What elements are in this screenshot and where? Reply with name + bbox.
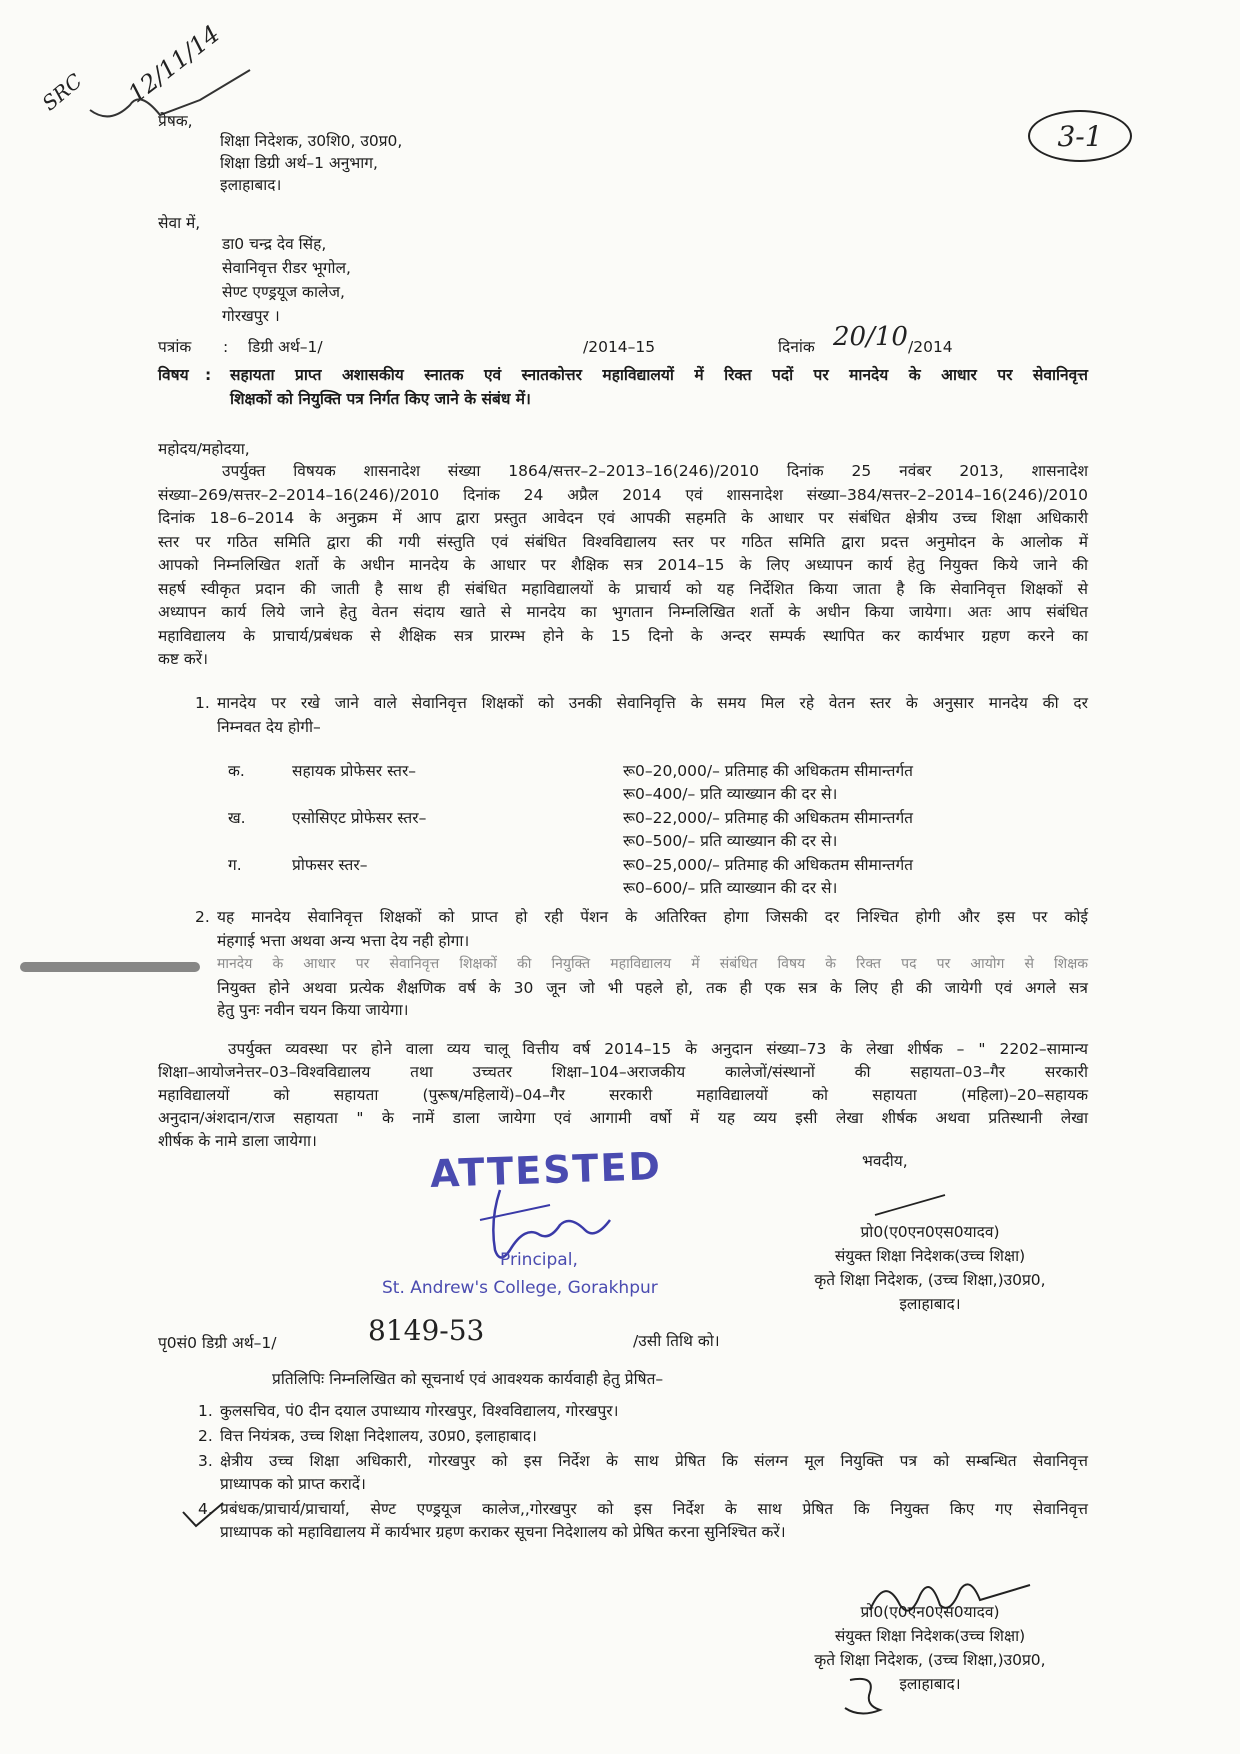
subject-line-2: शिक्षकों को नियुक्ति पत्र निर्गत किए जाने के संबंध में।	[230, 390, 531, 408]
endorsement-row	[158, 1314, 1058, 1356]
salutation: महोदय/महोदया,	[158, 440, 250, 458]
condition-line: निम्नवत देय होगी–	[217, 718, 321, 736]
subject-colon: :	[205, 366, 212, 384]
body-line: कष्ट करें।	[158, 650, 209, 668]
expense-line: अनुदान/अंशदान/राज सहायता " के नामें डाला जायेगा एवं आगामी वर्षो में यह व्यय इसी लेखा शीर्षक अथवा प्रतिस्थानी लेखा	[158, 1109, 1088, 1127]
recipient-line: सेण्ट एण्ड्रयूज कालेज,	[222, 283, 345, 301]
body-line: अध्यापन कार्य लिये जाने हेतु वेतन संदाय खाते से मानदेय का भुगतान निम्नलिखित शर्तो के अधीन किया जायेगा। अतः आप संबंधित	[158, 603, 1088, 621]
expense-line: शिक्षा–आयोजनेत्तर–03–विश्वविद्यालय तथा उच्चतर शिक्षा–104–अराजकीय कालेजों/संस्थानों की सहायता–03–गैर सरकारी	[158, 1063, 1088, 1081]
copy-item-text: प्रबंधक/प्राचार्य/प्राचार्या, सेण्ट एण्ड्रयूज कालेज,,गोरखपुर को इस निर्देश के साथ प्रेषित कि नियुक्त किए गए सेवानिवृत्त	[220, 1500, 1088, 1518]
rate-monthly: रू0–22,000/– प्रतिमाह की अधिकतम सीमान्तर्गत	[623, 809, 914, 827]
sender-line: शिक्षा निदेशक, उ0शि0, उ0प्र0,	[220, 132, 403, 150]
sender-label: प्रेषक,	[158, 112, 193, 130]
rate-level: एसोसिएट प्रोफेसर स्तर–	[292, 809, 427, 827]
signatory-city: इलाहाबाद।	[899, 1675, 961, 1693]
signatory-for: कृते शिक्षा निदेशक, (उच्च शिक्षा,)उ0प्र0,	[814, 1271, 1046, 1289]
reference-label: पत्रांक	[158, 338, 192, 356]
rate-letter: ख.	[228, 809, 246, 827]
signatory-name: प्रो0(ए0एन0एस0यादव)	[860, 1603, 1000, 1621]
recipient-line: गोरखपुर ।	[222, 307, 280, 325]
condition-3	[217, 953, 1088, 1021]
sender-block	[220, 130, 402, 196]
subject-line-1: सहायता प्राप्त अशासकीय स्नातक एवं स्नातकोत्तर महाविद्यालयों में रिक्त पदों पर मानदेय के आधार पर सेवानिवृत्त	[230, 366, 1088, 384]
signatory-designation: संयुक्त शिक्षा निदेशक(उच्च शिक्षा)	[834, 1627, 1026, 1645]
circled-number-text: 3-1	[1057, 119, 1103, 153]
copy-item-number: 3.	[198, 1452, 213, 1470]
expense-line: महाविद्यालयों को सहायता (पुरूष/महिलायें)–04–गैर सरकारी महाविद्यालयों को सहायता (महिला)–20–सहायक	[158, 1086, 1088, 1104]
subject-label: विषय	[158, 366, 189, 384]
closing: भवदीय,	[862, 1152, 908, 1170]
copy-item-text: कुलसचिव, पं0 दीन दयाल उपाध्याय गोरखपुर, विश्वविद्यालय, गोरखपुर।	[220, 1402, 619, 1420]
expense-line: उपर्युक्त व्यवस्था पर होने वाला व्यय चालू वित्तीय वर्ष 2014–15 के अनुदान संख्या–73 के लेखा शीर्षक – " 2202–सामान्य	[228, 1040, 1088, 1058]
reference-number: डिग्री अर्थ–1/	[248, 338, 323, 356]
condition-line: यह मानदेय सेवानिवृत्त शिक्षकों को प्राप्त हो रही पेंशन के अतिरिक्त होगा जिसकी दर निश्चित होगी और इस पर कोई	[217, 908, 1088, 926]
rate-monthly: रू0–20,000/– प्रतिमाह की अधिकतम सीमान्तर्गत	[623, 762, 914, 780]
signatory-for: कृते शिक्षा निदेशक, (उच्च शिक्षा,)उ0प्र0,	[814, 1651, 1046, 1669]
recipient-line: सेवानिवृत्त रीडर भूगोल,	[222, 259, 351, 277]
condition-line: नियुक्त होने अथवा प्रत्येक शैक्षणिक वर्ष के 30 जून जो भी पहले हो, तक ही एक सत्र के लिए ही की जायेगी एवं अगले सत्र	[217, 979, 1088, 997]
signature-1	[870, 1190, 950, 1220]
reference-colon: :	[223, 338, 229, 356]
signatory-name: प्रो0(ए0एन0एस0यादव)	[860, 1223, 1000, 1241]
rate-monthly: रू0–25,000/– प्रतिमाह की अधिकतम सीमान्तर्गत	[623, 856, 914, 874]
stamp-college: St. Andrew's College, Gorakhpur	[382, 1278, 658, 1298]
copy-item-text: प्राध्यापक को प्राप्त करादें।	[220, 1475, 366, 1493]
copy-item-number: 4.	[198, 1500, 213, 1518]
received-date-note: 12/11/14	[122, 19, 225, 109]
copy-item	[198, 1425, 1088, 1448]
body-line: स्तर पर गठित समिति द्वारा की गयी संस्तुति एवं संबंधित विश्वविद्यालय स्तर पर गठित समिति द्वारा प्रदत्त अनुमोदन के आलोक में	[158, 532, 1088, 551]
copy-item	[198, 1450, 1088, 1496]
signatory-city: इलाहाबाद।	[899, 1295, 961, 1313]
redaction-smudge	[20, 962, 200, 972]
signature-3-scribble	[830, 1670, 910, 1720]
recipient-line: डा0 चन्द्र देव सिंह,	[222, 235, 327, 253]
rate-level: प्रोफसर स्तर–	[292, 856, 368, 874]
recipient-label: सेवा में,	[158, 214, 201, 232]
copy-item	[198, 1498, 1088, 1544]
attested-stamp: ATTESTED	[429, 1143, 663, 1197]
circled-number	[1028, 110, 1132, 162]
rate-letter: ग.	[228, 856, 242, 874]
signature-block-2	[780, 1600, 1080, 1696]
condition-line: मानदेय पर रखे जाने वाले सेवानिवृत्त शिक्षकों को उनकी सेवानिवृत्ति के समय मिल रहे वेतन स्तर के अनुसार मानदेय की दर	[217, 694, 1088, 712]
reference-year: /2014–15	[583, 338, 656, 356]
copy-list	[198, 1400, 1088, 1544]
copy-item-number: 1.	[198, 1402, 213, 1420]
date-label: दिनांक	[778, 338, 815, 356]
src-note: SRC	[37, 68, 87, 116]
rate-lecture: रू0–600/– प्रति व्याख्यान की दर से।	[623, 879, 838, 897]
condition-line: मंहगाई भत्ता अथवा अन्य भत्ता देय नही होगा।	[217, 932, 470, 950]
copy-item-text: क्षेत्रीय उच्च शिक्षा अधिकारी, गोरखपुर को इस निर्देश के साथ प्रेषित कि संलग्न मूल नियुक्ति पत्र को सम्बन्धित सेवानिवृत्त	[220, 1452, 1088, 1470]
body-line: सहर्ष स्वीकृत प्रदान की जाती है साथ ही संबंधित महाविद्यालयों के प्राचार्य को यह निर्देशित किया जाता है कि सेवानिवृत्त शिक्षकों से	[158, 579, 1088, 598]
copy-item-text: वित्त नियंत्रक, उच्च शिक्षा निदेशालय, उ0प्र0, इलाहाबाद।	[220, 1427, 537, 1445]
body-line: दिनांक 18–6–2014 के अनुक्रम में आप द्वारा प्रस्तुत आवेदन एवं आपकी सहमति के आधार पर संबंधित क्षेत्रीय उच्च शिक्षा अधिकारी	[158, 509, 1088, 527]
copy-item	[198, 1400, 1088, 1423]
stamp-principal: Principal,	[500, 1250, 578, 1270]
body-line: संख्या–269/सत्तर–2–2014–16(246)/2010 दिनांक 24 अप्रैल 2014 एवं शासनादेश संख्या–384/सत्तर–2–2014–16(246)/2010	[158, 485, 1088, 504]
expense-line: शीर्षक के नामे डाला जायेगा।	[158, 1132, 317, 1150]
copy-item-text: प्राध्यापक को महाविद्यालय में कार्यभार ग्रहण कराकर सूचना निदेशालय को प्रेषित करना सुनिश्चित करें।	[220, 1523, 786, 1541]
rate-level: सहायक प्रोफेसर स्तर–	[292, 762, 417, 780]
reference-row	[158, 322, 1118, 362]
margin-scribble	[30, 30, 260, 140]
expense-paragraph	[158, 1038, 1088, 1153]
check-mark	[178, 1500, 228, 1530]
rate-lecture: रू0–400/– प्रति व्याख्यान की दर से।	[623, 785, 838, 803]
body-line: महाविद्यालय के प्राचार्य/प्रबंधक से शैक्षिक सत्र प्रारम्भ होने के 15 दिनो के अन्दर सम्पर्क स्थापित कर कार्यभार ग्रहण करने का	[158, 626, 1088, 645]
endorsement-date: /उसी तिथि को।	[633, 1332, 720, 1350]
date-handwritten: 20/10	[833, 322, 908, 352]
body-line: उपर्युक्त विषयक शासनादेश संख्या 1864/सत्तर–2–2013–16(246)/2010 दिनांक 25 नवंबर 2013, शासनादेश	[222, 462, 1088, 480]
sender-line: इलाहाबाद।	[220, 176, 282, 194]
sender-line: शिक्षा डिग्री अर्थ–1 अनुभाग,	[220, 154, 378, 172]
endorsement-number-handwritten: 8149-53	[368, 1314, 485, 1347]
signatory-designation: संयुक्त शिक्षा निदेशक(उच्च शिक्षा)	[834, 1247, 1026, 1265]
condition-line: हेतु पुनः नवीन चयन किया जायेगा।	[217, 1001, 409, 1019]
recipient-block	[222, 232, 351, 328]
body-paragraph	[158, 460, 1088, 672]
condition-number: 2.	[195, 908, 210, 926]
signature-block-1	[780, 1220, 1080, 1316]
condition-number: 1.	[195, 694, 210, 712]
date-year: /2014	[908, 338, 953, 356]
copy-item-number: 2.	[198, 1427, 213, 1445]
copy-intro: प्रतिलिपिः निम्नलिखित को सूचनार्थ एवं आवश्यक कार्यवाही हेतु प्रेषित–	[272, 1370, 664, 1388]
body-line: आपको निम्नलिखित शर्तो के अधीन मानदेय के आधार पर शैक्षिक सत्र 2014–15 के लिए अध्यापन कार्य हेतु नियुक्त किये जाने की	[158, 556, 1088, 574]
endorsement-label: पृ0सं0 डिग्री अर्थ–1/	[158, 1334, 277, 1352]
rate-letter: क.	[228, 762, 245, 780]
rate-lecture: रू0–500/– प्रति व्याख्यान की दर से।	[623, 832, 838, 850]
condition-line-faded: मानदेय के आधार पर सेवानिवृत्त शिक्षकों की नियुक्ति महाविद्यालय में संबंधित विषय के रिक्त पद पर आयोग से शिक्षक	[217, 956, 1088, 972]
